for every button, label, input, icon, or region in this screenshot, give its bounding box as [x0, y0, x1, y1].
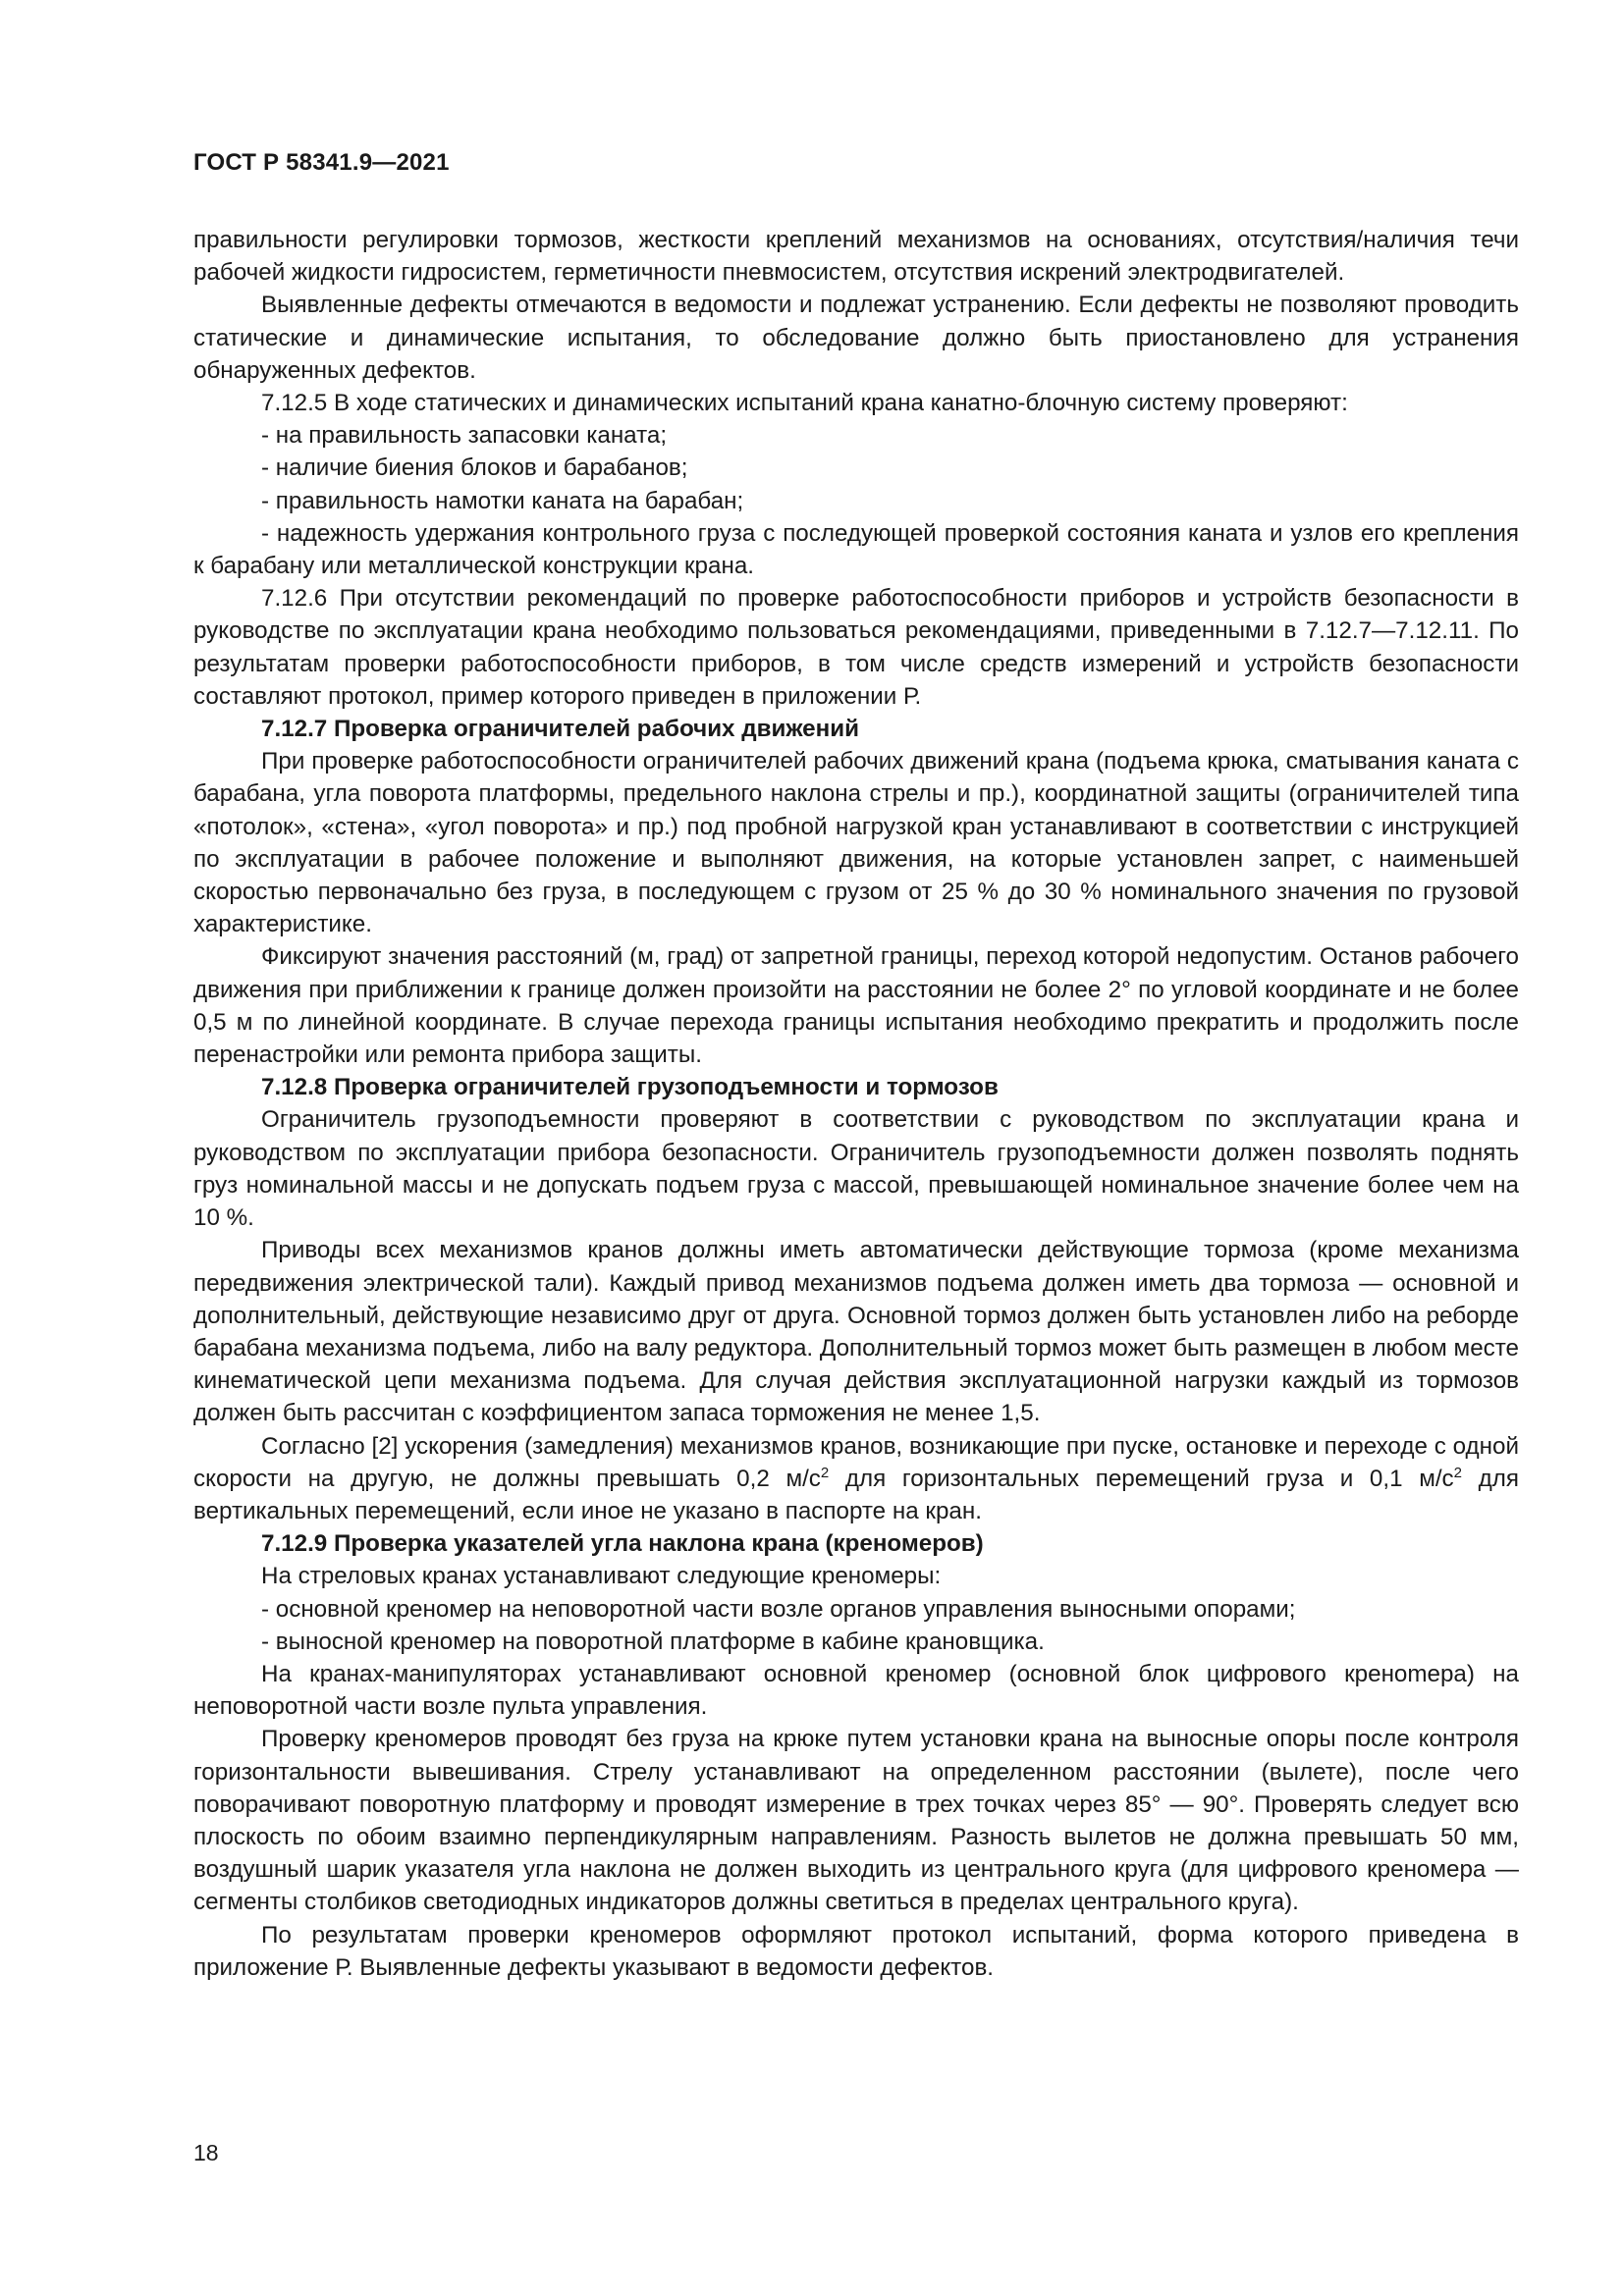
paragraph: Ограничитель грузоподъемности проверяют в соответствии с руководством по эксплуатации крана и руководством по эксплуатации прибора безопасности. Ограничитель грузоподъемности должен позволять поднять груз номинальной массы и не допускать подъем груза с массой, превышающей номинальное значение более чем на 10 %. — [193, 1106, 1519, 1232]
body-text — [193, 224, 1519, 1984]
list-item: - правильность намотки каната на барабан; — [261, 487, 744, 514]
list-item: - надежность удержания контрольного груза с последующей проверкой состояния каната и узлов его крепления к барабану или металлической конструкции крана. — [193, 519, 1519, 580]
paragraph: Проверку креномеров проводят без груза на крюке путем установки крана на выносные опоры после контроля горизонтальности вывешивания. Стрелу устанавливают на определенном расстоянии (вылете), после чего поворачивают поворотную платформу и проводят измерение в трех точках через 85° — 90°. Проверять следует всю плоскость по обоим взаимно перпендикулярным направлениям. Разность вылетов не должна превышать 50 мм, воздушный шарик указателя угла наклона не должен выходить из центрального круга (для цифрового креномера — сегменты столбиков светодиодных индикаторов должны светиться в пределах центрального круга). — [193, 1726, 1519, 1916]
superscript: 2 — [1453, 1464, 1462, 1481]
list-item: - наличие биения блоков и барабанов; — [261, 454, 688, 482]
paragraph: По результатам проверки креномеров оформляют протокол испытаний, форма которого приведена в приложение Р. Выявленные дефекты указывают в ведомости дефектов. — [193, 1921, 1519, 1981]
paragraph: При проверке работоспособности ограничителей рабочих движений крана (подъема крюка, сматывания каната с барабана, угла поворота платформы, предельного наклона стрелы и пр.), координатной защиты (ограничителей типа «потолок», «стена», «угол поворота» и пр.) под пробной нагрузкой кран устанавливают в соответствии с инструкцией по эксплуатации в рабочее положение и выполняют движения, на которые установлен запрет, с наименьшей скоростью первоначально без груза, в последующем с грузом от 25 % до 30 % номинального значения по грузовой характеристике. — [193, 748, 1519, 938]
section-heading: 7.12.7 Проверка ограничителей рабочих движений — [261, 716, 859, 743]
document-code-header: ГОСТ Р 58341.9—2021 — [193, 149, 450, 176]
text-run: для вертикальных перемещений, если иное не указано в паспорте на кран. — [193, 1465, 1520, 1524]
paragraph: 7.12.5 В ходе статических и динамических испытаний крана канатно-блочную систему проверяют: — [261, 390, 1348, 417]
paragraph-with-superscripts — [193, 1430, 1519, 1528]
list-item: - основной креномер на неповоротной части возле органов управления выносными опорами; — [261, 1595, 1296, 1623]
page-number: 18 — [193, 2140, 219, 2165]
paragraph: 7.12.6 При отсутствии рекомендаций по проверке работоспособности приборов и устройств безопасности в руководстве по эксплуатации крана необходимо пользоваться рекомендациями, приведенными в 7.12.7—7.12.11. По результатам проверки работоспособности приборов, в том числе средств измерений и устройств безопасности составляют протокол, пример которого приведен в приложении Р. — [193, 585, 1519, 710]
section-heading: 7.12.8 Проверка ограничителей грузоподъемности и тормозов — [261, 1074, 999, 1101]
text-run: для горизонтальных перемещений груза и 0,1 м/с — [829, 1465, 1454, 1492]
section-heading: 7.12.9 Проверка указателей угла наклона крана (креномеров) — [261, 1530, 984, 1558]
paragraph: На кранах-манипуляторах устанавливают основной креномер (основной блок цифрового кренomeра) на неповоротной части возле пульта управления. — [193, 1660, 1519, 1721]
superscript: 2 — [820, 1464, 830, 1481]
text-run: Согласно [2] ускорения (замедления) механизмов кранов, возникающие при пуске, остановке и переходе с одной скорости на другую, не должны превышать 0,2 м/с — [193, 1432, 1519, 1492]
paragraph: правильности регулировки тормозов, жесткости креплений механизмов на основаниях, отсутствия/наличия течи рабочей жидкости гидросистем, герметичности пневмосистем, отсутствия искрений электродвигателей. — [193, 227, 1519, 287]
paragraph: Фиксируют значения расстояний (м, град) от запретной границы, переход которой недопустим. Останов рабочего движения при приближении к границе должен произойти на расстоянии не более 2° по угловой координате и не более 0,5 м по линейной координате. В случае перехода границы испытания необходимо прекратить и продолжить после перенастройки или ремонта прибора защиты. — [193, 943, 1519, 1069]
paragraph: Приводы всех механизмов кранов должны иметь автоматически действующие тормоза (кроме механизма передвижения электрической тали). Каждый привод механизмов подъема должен иметь два тормоза — основной и дополнительный, действующие независимо друг от друга. Основной тормоз должен быть установлен либо на реборде барабана механизма подъема, либо на валу редуктора. Дополнительный тормоз может быть размещен в любом месте кинематической цепи механизма подъема. Для случая действия эксплуатационной нагрузки каждый из тормозов должен быть рассчитан с коэффициентом запаса торможения не менее 1,5. — [193, 1237, 1519, 1427]
list-item: - на правильность запасовки каната; — [261, 422, 668, 450]
paragraph: На стреловых кранах устанавливают следующие креномеры: — [261, 1563, 942, 1590]
list-item: - выносной креномер на поворотной платформе в кабине крановщика. — [261, 1628, 1045, 1655]
paragraph: Выявленные дефекты отмечаются в ведомости и подлежат устранению. Если дефекты не позволяют проводить статические и динамические испытания, то обследование должно быть приостановлено для устранения обнаруженных дефектов. — [193, 292, 1519, 384]
